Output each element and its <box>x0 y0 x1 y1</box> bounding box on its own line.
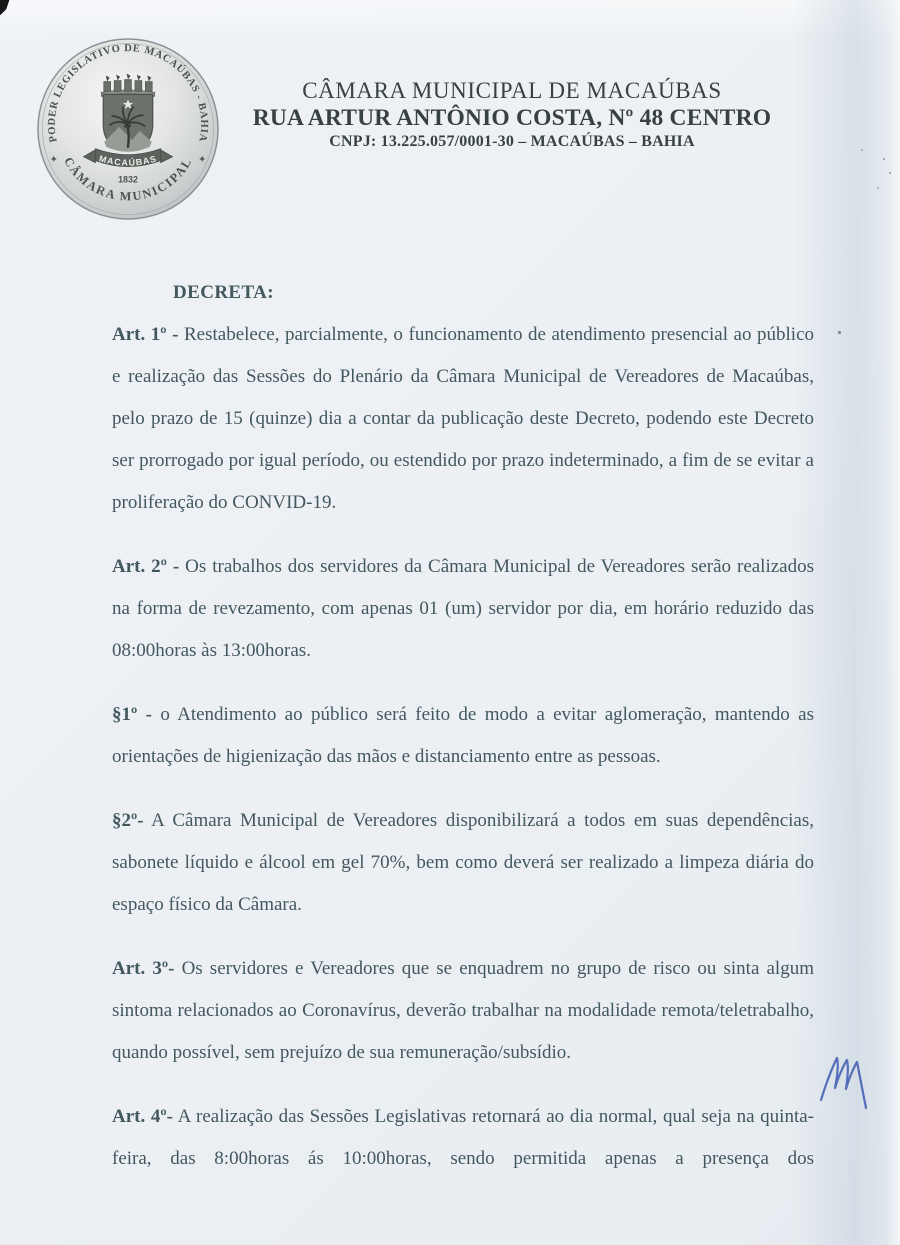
seal-icon <box>34 36 222 224</box>
paragraph-2-text: A Câmara Municipal de Vereadores disponibilizará a todos em suas dependências, sabonete líquido e álcool em gel 70%, bem como deverá ser realizado a limpeza diária do espaço físico da Câmara. <box>112 810 814 915</box>
scan-speck <box>861 149 863 151</box>
pen-initial-icon <box>814 1050 872 1110</box>
article-1-label: Art. 1º - <box>112 324 179 345</box>
article-3-paragraph <box>112 948 814 1074</box>
scan-speck <box>877 187 879 189</box>
letterhead <box>238 77 786 152</box>
scan-speck <box>889 172 891 174</box>
paragraph-1-text: o Atendimento ao público será feito de modo a evitar aglomeração, mantendo as orientações de higienização das mãos e distanciamento entre as pessoas. <box>112 704 814 767</box>
article-4-text: A realização das Sessões Legislativas retornará ao dia normal, qual seja na quinta-feira, das 8:00horas ás 10:00horas, sendo permitida apenas a presença dos <box>112 1106 814 1169</box>
article-2-label: Art. 2º - <box>112 556 180 577</box>
article-4-label: Art. 4º- <box>112 1106 174 1127</box>
decree-body <box>112 272 814 1202</box>
article-2-paragraph <box>112 546 814 672</box>
seal-banner-text: MACAÚBAS <box>98 153 158 168</box>
article-1-paragraph <box>112 314 814 524</box>
paragraph-2-label: §2º- <box>112 810 144 831</box>
scan-speck <box>883 158 885 160</box>
decreta-heading: DECRETA: <box>173 282 275 303</box>
article-1-text: Restabelece, parcialmente, o funcionamento de atendimento presencial ao público e realização das Sessões do Plenário da Câmara Municipal de Vereadores de Macaúbas, pelo prazo de 15 (quinze) dia a contar da publicação deste Decreto, podendo este Decreto ser prorrogado por igual período, ou estendido por prazo indeterminado, a fim de se evitar a proliferação do CONVID-19. <box>112 324 814 513</box>
article-3-label: Art. 3º- <box>112 958 175 979</box>
scan-corner-artifact <box>0 0 12 16</box>
handwritten-initial-mark <box>814 1050 872 1110</box>
municipal-seal <box>34 36 222 224</box>
seal-bottom-arc-text: CÂMARA MUNICIPAL <box>61 154 195 204</box>
seal-right-ornament-icon: ✦ <box>198 154 207 166</box>
scan-speck <box>838 331 841 334</box>
seal-top-arc-text: PODER LEGISLATIVO DE MACAÚBAS - BAHIA <box>46 43 210 144</box>
seal-year-text: 1832 <box>118 174 138 185</box>
org-cnpj-line: CNPJ: 13.225.057/0001-30 – MACAÚBAS – BAHIA <box>329 133 695 150</box>
seal-shield-icon <box>103 94 152 151</box>
article-3-text: Os servidores e Vereadores que se enquadrem no grupo de risco ou sinta algum sintoma relacionados ao Coronavírus, deverão trabalhar na modalidade remota/teletrabalho, quando possível, sem prejuízo de sua remuneração/subsídio. <box>112 958 814 1063</box>
org-name: CÂMARA MUNICIPAL DE MACAÚBAS <box>302 78 722 103</box>
article-4-paragraph <box>112 1096 814 1180</box>
seal-left-ornament-icon: ✦ <box>49 154 58 166</box>
article-2-text: Os trabalhos dos servidores da Câmara Municipal de Vereadores serão realizados na forma de revezamento, com apenas 01 (um) servidor por dia, em horário reduzido das 08:00horas às 13:00horas. <box>112 556 815 661</box>
paragraph-2-section <box>112 800 814 926</box>
paragraph-1-section <box>112 694 814 778</box>
org-address: RUA ARTUR ANTÔNIO COSTA, Nº 48 CENTRO <box>252 105 772 131</box>
paragraph-1-label: §1º - <box>112 704 152 725</box>
